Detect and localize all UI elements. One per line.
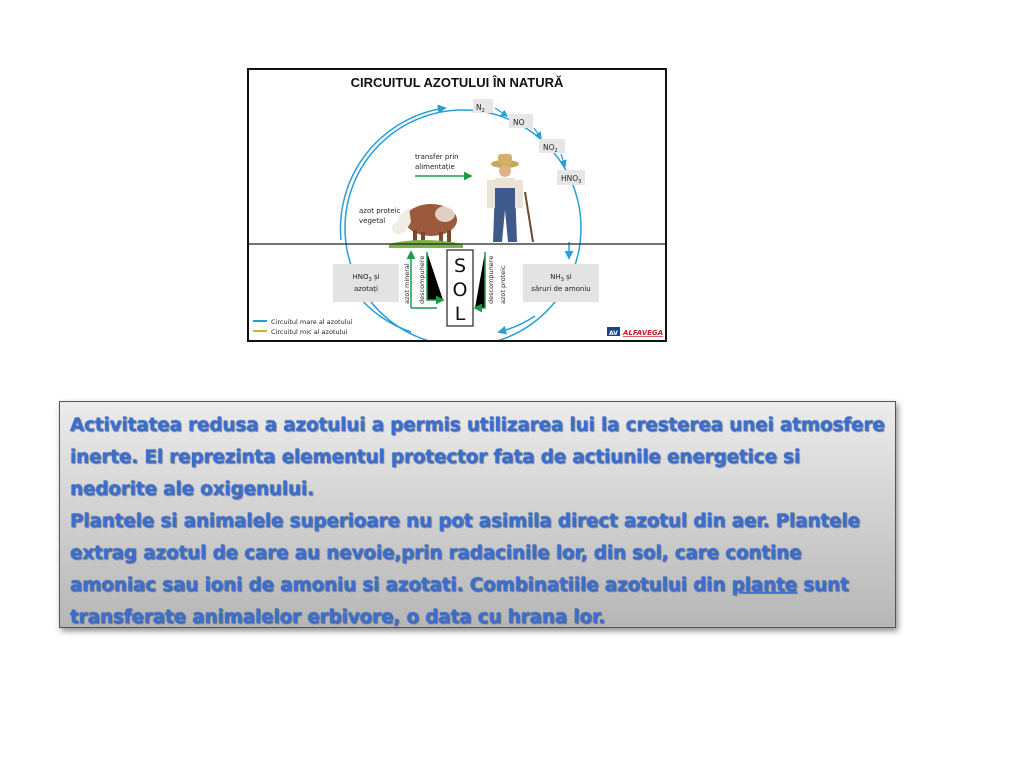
box-no2 <box>539 139 565 154</box>
soil-letter-s: S <box>453 255 467 277</box>
nitrogen-cycle-diagram <box>247 68 667 342</box>
arrow-down-descompunere-right <box>475 252 485 308</box>
transfer-label-2: alimentație <box>415 163 455 171</box>
soil-letter-l: L <box>454 303 466 325</box>
vertical-label-descompunere-right: descompunere <box>487 255 495 304</box>
svg-text:N2: $N_2$ <box>476 103 485 114</box>
vertical-label-azot-proteic: azot proteic <box>499 265 507 304</box>
plante-link[interactable]: plante <box>731 575 798 596</box>
vertical-label-descompunere-left: descompunere <box>418 255 426 304</box>
svg-text:HNO3: $HNO_3$ <box>561 174 582 185</box>
paragraph-2-start: Plantele si animalele superioare nu pot asimila direct azotul din aer. Plantele extrag azotul de care au nevoie,prin radacinile lor, din sol, care contine amoniac sau ioni de amoniu si azotati. Combinatiile azotului din <box>70 511 860 596</box>
description-textbox <box>59 401 896 628</box>
svg-text:HNO3 și: $HNO_3$ și <box>352 273 380 283</box>
cycle-arrow-bottom-right <box>499 316 535 332</box>
svg-text:NO2: $NO_2$ <box>543 143 558 154</box>
legend-big-label: Circuitul mare al azotului <box>271 318 353 326</box>
box-no <box>509 114 533 128</box>
diagram-canvas <box>249 70 665 340</box>
right-box-nh3-saruri <box>523 264 599 302</box>
box-hno3 <box>557 170 585 185</box>
paragraph-1: Activitatea redusa a azotului a permis utilizarea lui la cresterea unei atmosfere inerte. El reprezinta elementul protector fata de actiunile energetice si nedorite ale oxigenului. <box>70 415 885 500</box>
vertical-label-azot-mineral: azot mineral <box>403 263 411 304</box>
paragraph-2 <box>70 506 885 634</box>
svg-text:săruri de amoniu: săruri de amoniu <box>531 285 591 293</box>
svg-text:azotați: azotați <box>354 285 378 293</box>
arrow-down-descompunere-left <box>427 252 443 300</box>
legend <box>253 318 353 336</box>
svg-text:NO: NO <box>513 118 525 127</box>
vegetal-label-1: azot proteic <box>359 207 401 215</box>
diagram-title: CIRCUITUL AZOTULUI ÎN NATURĂ <box>350 75 564 90</box>
svg-text:ALFAVEGA: ALFAVEGA <box>623 329 664 337</box>
alfavega-logo <box>607 327 663 337</box>
transfer-label-1: transfer prin <box>415 153 459 161</box>
svg-text:NH3 și: $NH_3$ și <box>550 273 572 283</box>
left-box-hno3-azotati <box>333 264 399 302</box>
soil-letter-o: O <box>452 279 468 301</box>
svg-text:AV: AV <box>609 330 618 337</box>
farmer-illustration <box>487 154 533 242</box>
legend-small-label: Circuitul mic al azotului <box>271 328 348 336</box>
vegetal-label-2: vegetal <box>359 217 386 225</box>
soil-box <box>447 250 473 326</box>
paragraph-2-end: sunt transferate animalelor erbivore, o data cu hrana lor. <box>70 575 849 628</box>
box-n2 <box>473 99 493 114</box>
